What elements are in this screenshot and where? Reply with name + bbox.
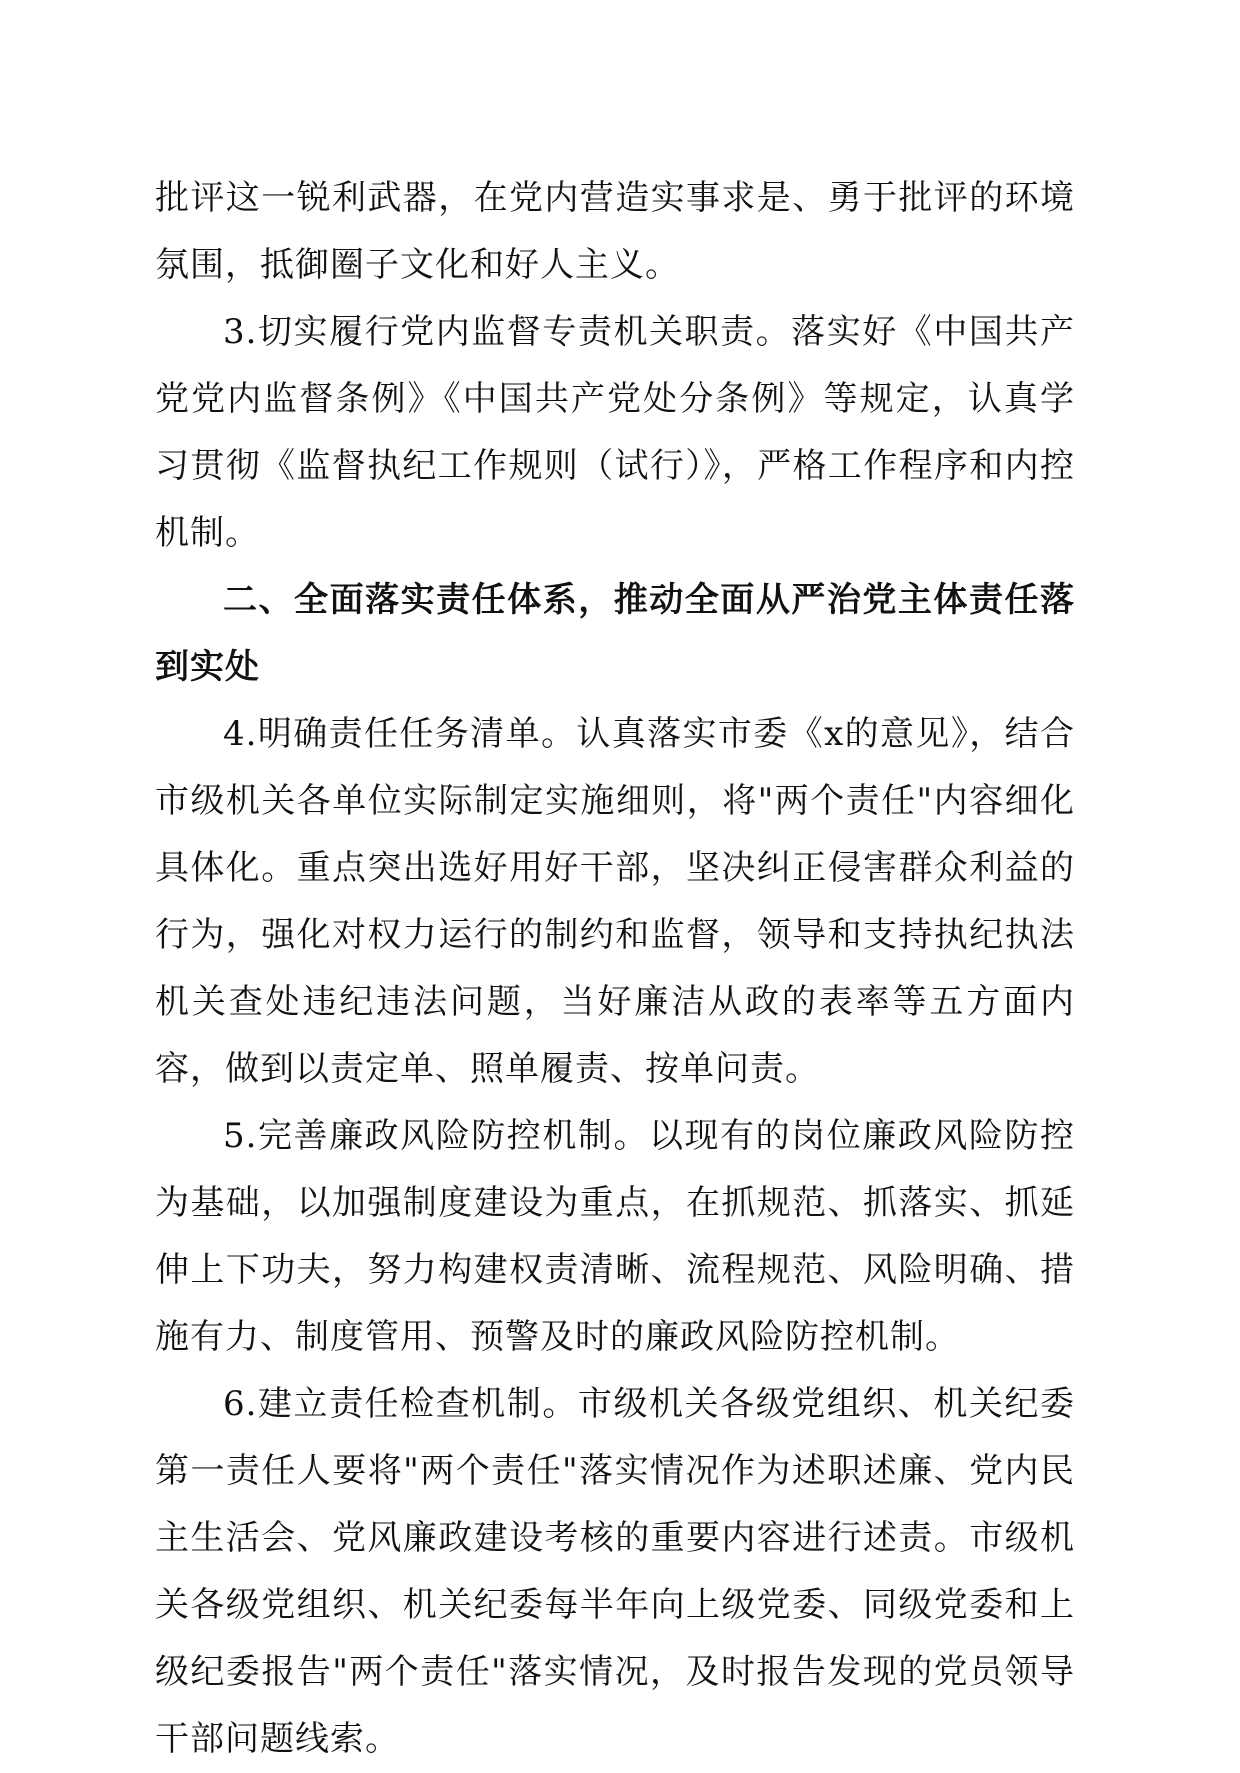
paragraph-item-6: 6.建立责任检查机制。市级机关各级党组织、机关纪委第一责任人要将"两个责任"落实情况作为述职述廉、党内民主生活会、党风廉政建设考核的重要内容进行述责。市级机关各级党组织、机关纪委每半年向上级党委、同级党委和上级纪委报告"两个责任"落实情况，及时报告发现的党员领导干部问题线索。 <box>155 1384 1075 1759</box>
section-heading-2: 二、全面落实责任体系，推动全面从严治党主体责任落到实处 <box>155 580 1075 687</box>
paragraph-item-4: 4.明确责任任务清单。认真落实市委《x的意见》，结合市级机关各单位实际制定实施细则，将"两个责任"内容细化具体化。重点突出选好用好干部，坚决纠正侵害群众利益的行为，强化对权力运行的制约和监督，领导和支持执纪执法机关查处违纪违法问题，当好廉洁从政的表率等五方面内容，做到以责定单、照单履责、按单问责。 <box>155 714 1075 1089</box>
paragraph-item-3: 3.切实履行党内监督专责机关职责。落实好《中国共产党党内监督条例》《中国共产党处分条例》等规定，认真学习贯彻《监督执纪工作规则（试行）》，严格工作程序和内控机制。 <box>155 312 1075 553</box>
paragraph-item-5: 5.完善廉政风险防控机制。以现有的岗位廉政风险防控为基础，以加强制度建设为重点，在抓规范、抓落实、抓延伸上下功夫，努力构建权责清晰、流程规范、风险明确、措施有力、制度管用、预警及时的廉政风险防控机制。 <box>155 1116 1075 1357</box>
paragraph-continuation: 批评这一锐利武器，在党内营造实事求是、勇于批评的环境氛围，抵御圈子文化和好人主义。 <box>155 178 1075 285</box>
document-page <box>155 165 1075 1773</box>
